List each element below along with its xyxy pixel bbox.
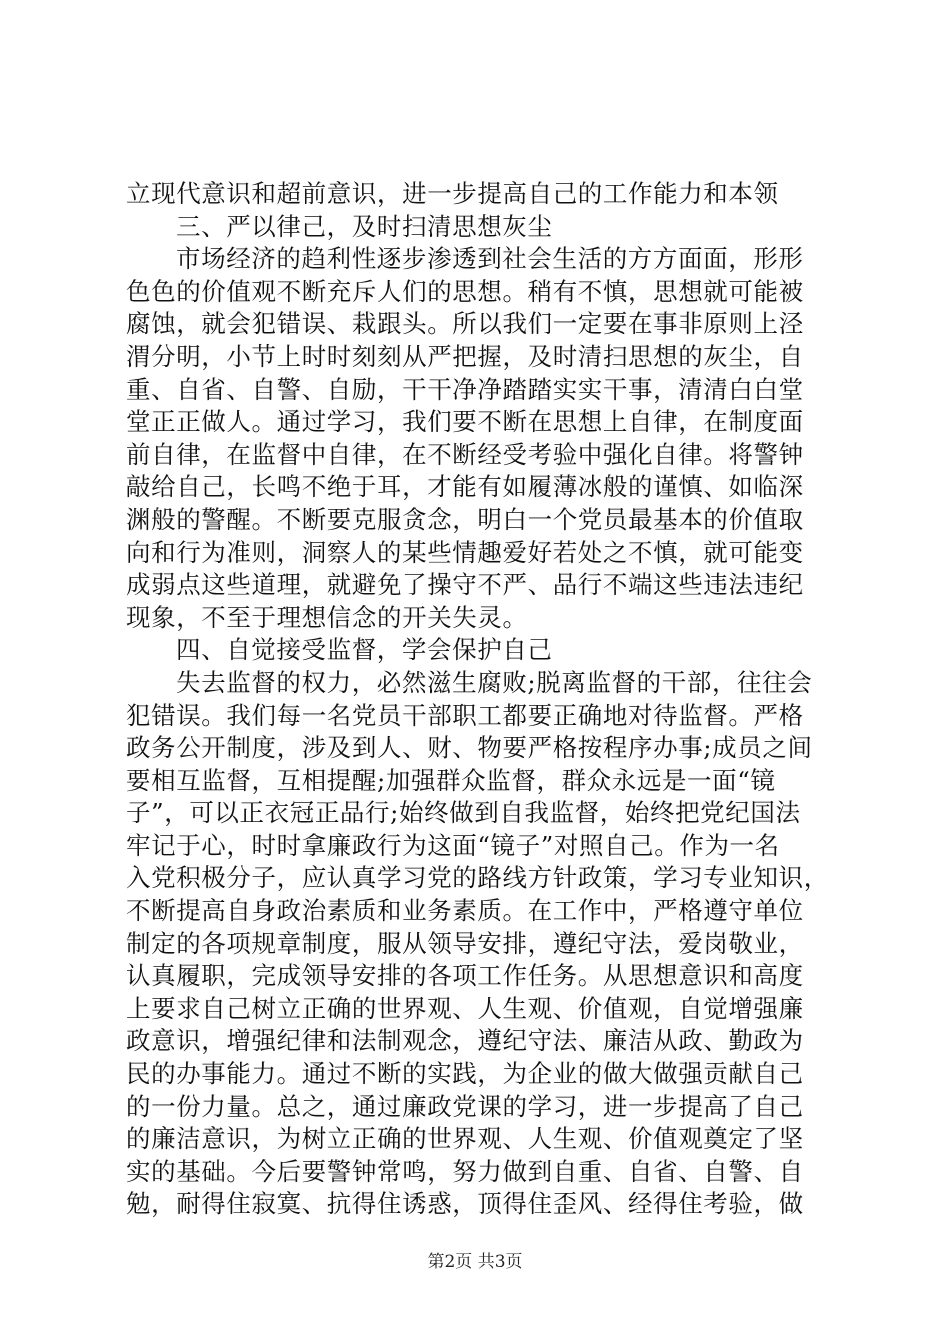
text-line: 渊般的警醒。不断要克服贪念，明白一个党员最基本的价值取 — [126, 504, 804, 534]
text-line: 的廉洁意识，为树立正确的世界观、人生观、价值观奠定了坚 — [126, 1124, 804, 1154]
text-line: 色色的价值观不断充斥人们的思想。稍有不慎，思想就可能被 — [126, 276, 804, 306]
text-line: 认真履职，完成领导安排的各项工作任务。从思想意识和高度 — [126, 961, 804, 991]
text-line: 失去监督的权力，必然滋生腐败;脱离监督的干部，往往会 — [176, 667, 813, 697]
text-line: 政务公开制度，涉及到人、财、物要严格按程序办事;成员之间 — [126, 733, 813, 763]
text-line: 要相互监督，互相提醒;加强群众监督，群众永远是一面“镜 — [126, 765, 776, 795]
text-line: 不断提高自身政治素质和业务素质。在工作中，严格遵守单位 — [126, 896, 804, 926]
text-line: 三、严以律己，及时扫清思想灰尘 — [176, 211, 553, 241]
text-line: 成弱点这些道理，就避免了操守不严、品行不端这些违法违纪 — [126, 570, 804, 600]
text-line: 牢记于心，时时拿廉政行为这面“镜子”对照自己。作为一名 — [126, 830, 780, 860]
text-line: 四、自觉接受监督，学会保护自己 — [176, 635, 553, 665]
text-line: 现象，不至于理想信念的开关失灵。 — [126, 602, 528, 632]
text-line: 敲给自己，长鸣不绝于耳，才能有如履薄冰般的谨慎、如临深 — [126, 472, 804, 502]
text-line: 民的办事能力。通过不断的实践，为企业的做大做强贡献自己 — [126, 1059, 804, 1089]
text-line: 子”，可以正衣冠正品行;始终做到自我监督，始终把党纪国法 — [126, 798, 801, 828]
text-line: 向和行为准则，洞察人的某些情趣爱好若处之不慎，就可能变 — [126, 537, 804, 567]
text-line: 的一份力量。总之，通过廉政党课的学习，进一步提高了自己 — [126, 1091, 804, 1121]
text-line: 渭分明，小节上时时刻刻从严把握，及时清扫思想的灰尘，自 — [126, 341, 804, 371]
text-line: 犯错误。我们每一名党员干部职工都要正确地对待监督。严格 — [126, 700, 804, 730]
text-line: 堂正正做人。通过学习，我们要不断在思想上自律，在制度面 — [126, 407, 804, 437]
text-line: 入党积极分子，应认真学习党的路线方针政策，学习专业知识， — [126, 863, 829, 893]
text-line: 腐蚀，就会犯错误、栽跟头。所以我们一定要在事非原则上泾 — [126, 309, 804, 339]
text-line: 勉，耐得住寂寞、抗得住诱惑，顶得住歪风、经得住考验，做 — [126, 1189, 804, 1219]
document-body — [126, 178, 830, 1221]
text-line: 上要求自己树立正确的世界观、人生观、价值观，自觉增强廉 — [126, 993, 804, 1023]
text-line: 政意识，增强纪律和法制观念，遵纪守法、廉洁从政、勤政为 — [126, 1026, 804, 1056]
text-line: 制定的各项规章制度，服从领导安排，遵纪守法，爱岗敬业， — [126, 928, 804, 958]
text-line: 立现代意识和超前意识，进一步提高自己的工作能力和本领 — [126, 179, 779, 208]
page-number-footer: 第2页 共3页 — [427, 1252, 523, 1272]
text-line: 实的基础。今后要警钟常鸣，努力做到自重、自省、自警、自 — [126, 1156, 804, 1186]
text-line: 市场经济的趋利性逐步渗透到社会生活的方方面面，形形 — [176, 244, 804, 274]
text-line: 重、自省、自警、自励，干干净净踏踏实实干事，清清白白堂 — [126, 374, 804, 404]
text-line: 前自律，在监督中自律，在不断经受考验中强化自律。将警钟 — [126, 439, 804, 469]
